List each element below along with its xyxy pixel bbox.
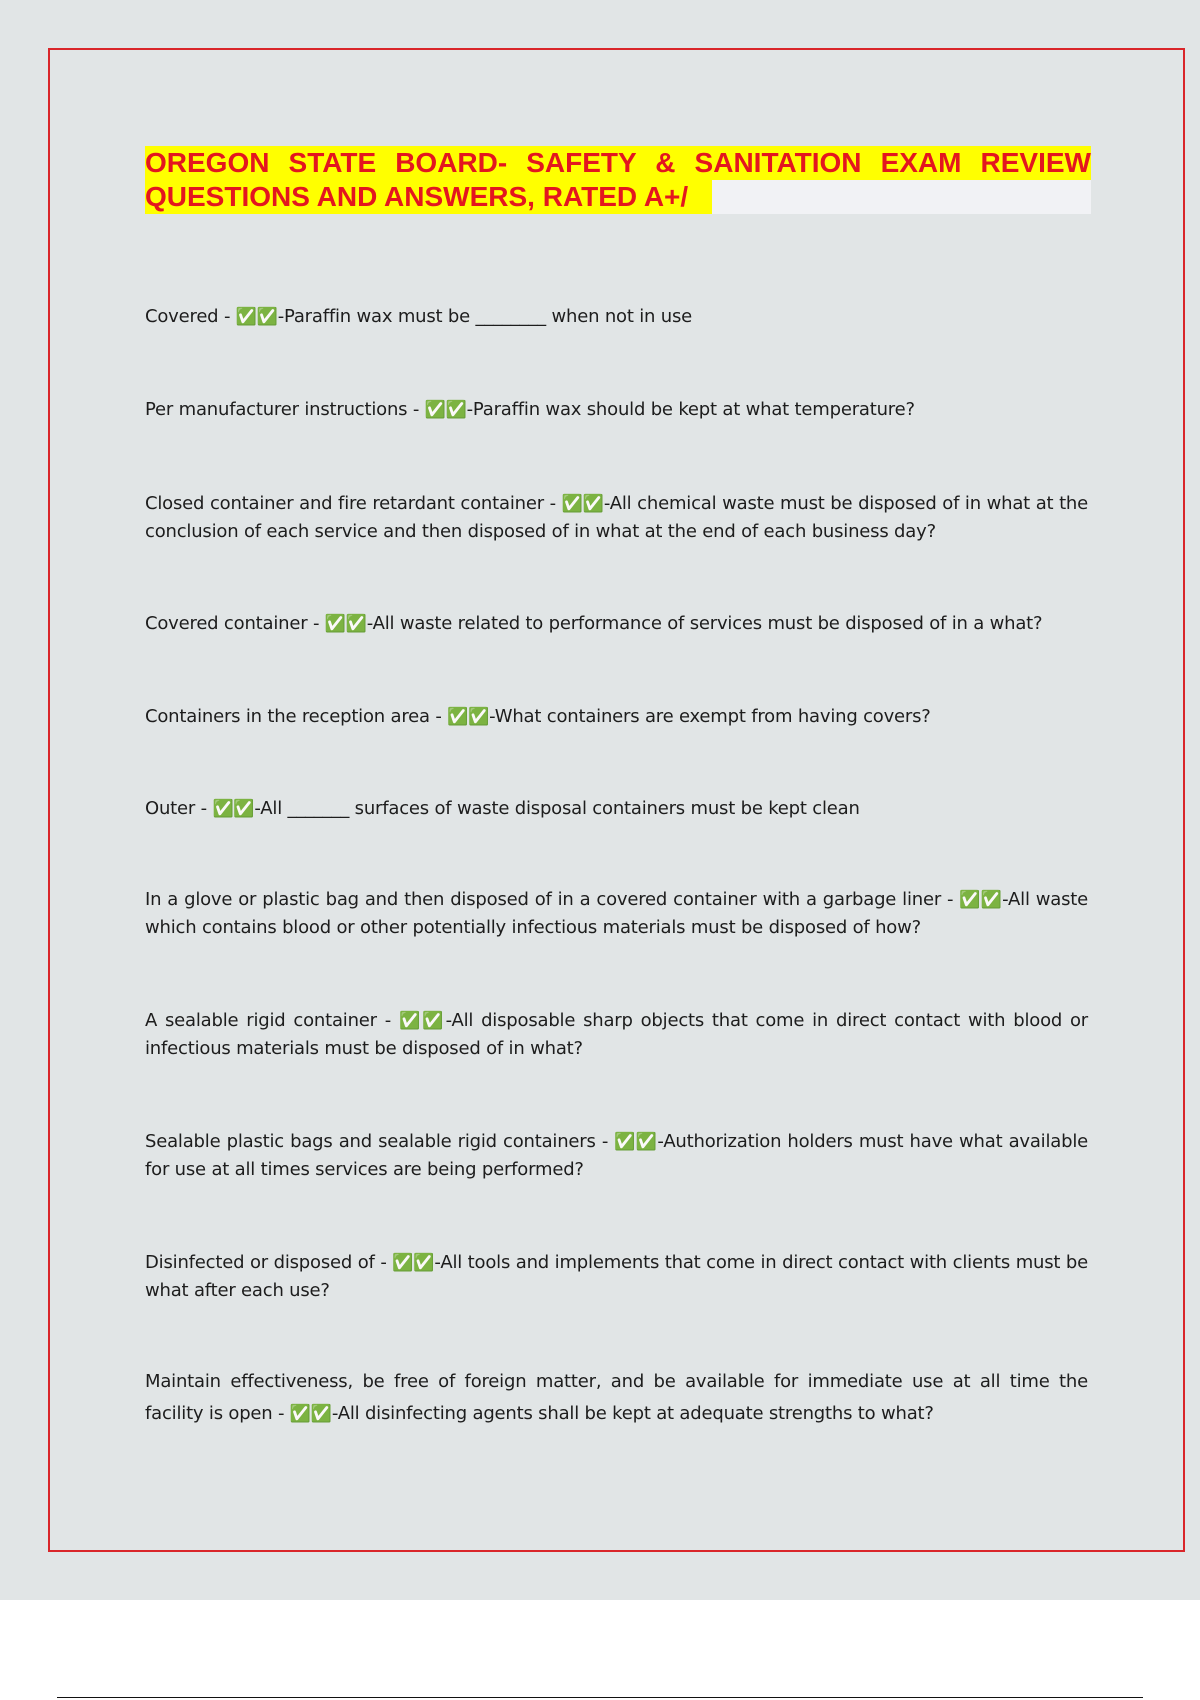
document-title — [145, 146, 1091, 214]
check-mark-icon: ✅✅ — [324, 614, 367, 634]
qa-question: What containers are exempt from having covers? — [494, 706, 931, 727]
check-mark-icon: ✅✅ — [959, 890, 1003, 910]
qa-question: All waste related to performance of services must be disposed of in a what? — [372, 613, 1043, 634]
qa-question: All _______ surfaces of waste disposal containers must be kept clean — [260, 798, 860, 819]
qa-item: Closed container and fire retardant container - ✅✅-All chemical waste must be disposed of in what at the conclusion of each service and then disposed of in what at the end of each business day? — [145, 493, 1089, 542]
qa-item: Sealable plastic bags and sealable rigid containers - ✅✅-Authorization holders must have what available for use at all times services are being performed? — [145, 1131, 1089, 1180]
footer-divider — [57, 1697, 1143, 1698]
title-line-1: OREGON STATE BOARD- SAFETY & SANITATION EXAM REVIEW — [145, 147, 1091, 178]
qa-answer: Sealable plastic bags and sealable rigid containers — [145, 1131, 596, 1152]
qa-item: Containers in the reception area - ✅✅-What containers are exempt from having covers? — [145, 706, 931, 727]
qa-question: All waste which contains blood or other potentially infectious materials must be disposed of how? — [145, 889, 1088, 938]
qa-answer: Closed container and fire retardant container — [145, 493, 544, 514]
qa-answer: In a glove or plastic bag and then disposed of in a covered container with a garbage liner — [145, 889, 942, 910]
check-mark-icon: ✅✅ — [561, 494, 604, 514]
qa-question: All disinfecting agents shall be kept at adequate strengths to what? — [337, 1403, 934, 1424]
check-mark-icon: ✅✅ — [614, 1132, 658, 1152]
qa-question: Paraffin wax should be kept at what temperature? — [472, 399, 915, 420]
qa-answer: A sealable rigid container — [145, 1010, 377, 1031]
check-mark-icon: ✅✅ — [392, 1253, 435, 1273]
qa-answer: Containers in the reception area — [145, 706, 430, 727]
qa-item: In a glove or plastic bag and then disposed of in a covered container with a garbage liner - ✅✅-All waste which contains blood or other potentially infectious materials must be disposed of how? — [145, 889, 1088, 938]
qa-question: All tools and implements that come in direct contact with clients must be what after each use? — [145, 1252, 1089, 1301]
check-mark-icon: ✅✅ — [398, 1011, 446, 1031]
qa-answer: Covered — [145, 306, 219, 327]
check-mark-icon: ✅✅ — [424, 400, 467, 420]
qa-question: All disposable sharp objects that come in direct contact with blood or infectious materials must be disposed of in what? — [145, 1010, 1088, 1059]
qa-answer: Covered container — [145, 613, 308, 634]
qa-item: Disinfected or disposed of - ✅✅-All tools and implements that come in direct contact with clients must be what after each use? — [145, 1252, 1089, 1301]
qa-question: Paraffin wax must be ________ when not in use — [284, 306, 693, 327]
qa-item: Maintain effectiveness, be free of foreign matter, and be available for immediate use at all time the facility is open - ✅✅-All disinfecting agents shall be kept at adequate strengths to what? — [145, 1371, 1088, 1424]
check-mark-icon: ✅✅ — [212, 799, 255, 819]
qa-question: Authorization holders must have what available for use at all times services are being performed? — [145, 1131, 1089, 1180]
check-mark-icon: ✅✅ — [447, 707, 490, 727]
qa-item: Outer - ✅✅-All _______ surfaces of waste disposal containers must be kept clean — [145, 798, 860, 819]
qa-item: Covered - ✅✅-Paraffin wax must be ________ when not in use — [145, 306, 693, 327]
qa-answer: Maintain effectiveness, be free of foreign matter, and be available for immediate use at all time the facility is open — [145, 1371, 1088, 1424]
qa-answer: Per manufacturer instructions — [145, 399, 408, 420]
qa-item: Covered container - ✅✅-All waste related to performance of services must be disposed of in a what? — [145, 613, 1043, 634]
check-mark-icon: ✅✅ — [235, 307, 278, 327]
qa-answer: Outer — [145, 798, 196, 819]
qa-item: A sealable rigid container - ✅✅-All disposable sharp objects that come in direct contact with blood or infectious materials must be disposed of in what? — [145, 1010, 1088, 1059]
qa-item: Per manufacturer instructions - ✅✅-Paraffin wax should be kept at what temperature? — [145, 399, 915, 420]
check-mark-icon: ✅✅ — [289, 1404, 332, 1424]
qa-answer: Disinfected or disposed of — [145, 1252, 375, 1273]
title-line-2: QUESTIONS AND ANSWERS, RATED A+/ — [145, 180, 1091, 214]
qa-question: All chemical waste must be disposed of in what at the conclusion of each service and then disposed of in what at the end of each business day? — [145, 493, 1089, 542]
